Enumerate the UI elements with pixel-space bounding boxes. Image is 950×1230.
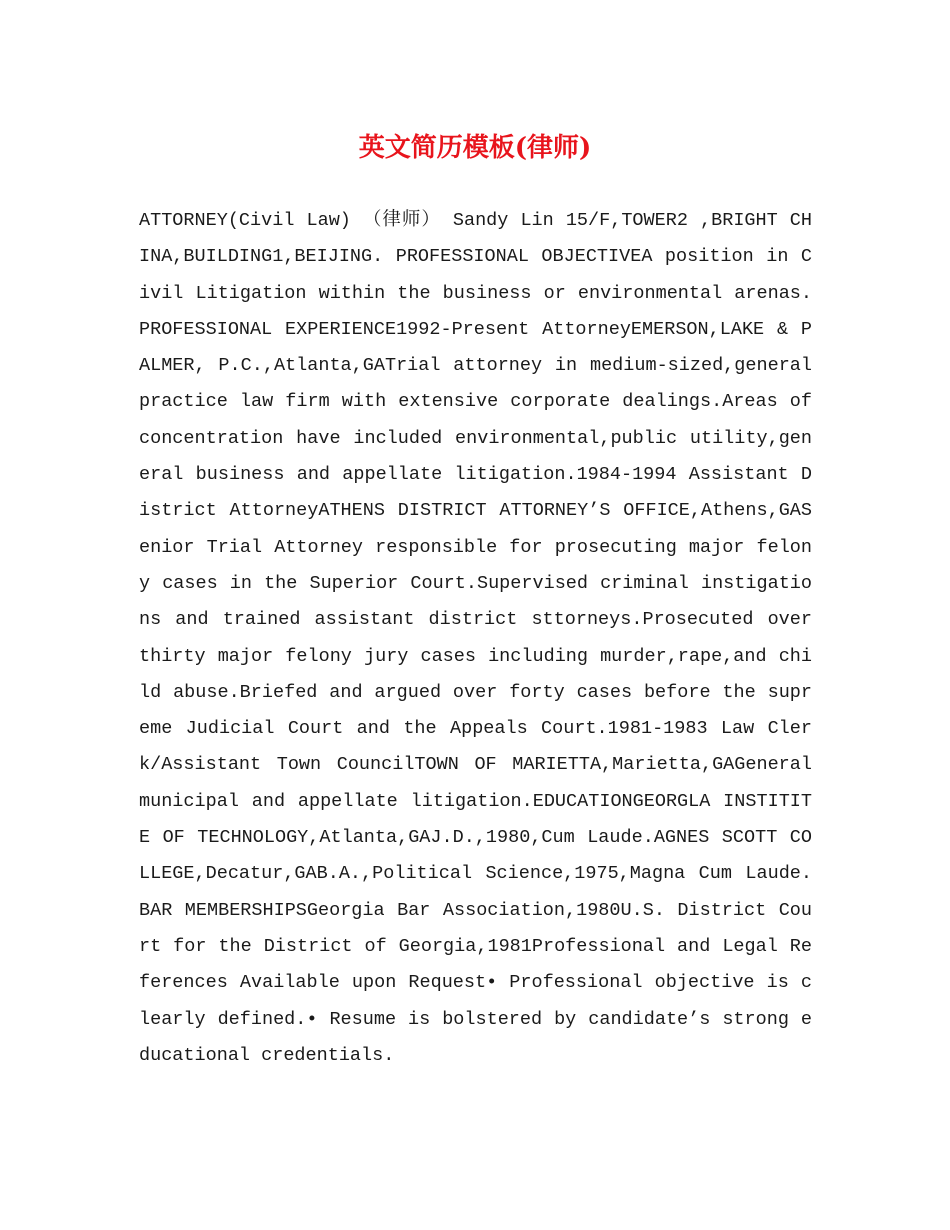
document-title: 英文简历模板(律师) <box>358 133 592 163</box>
resume-body-text: ATTORNEY(Civil Law) （律师） Sandy Lin 15/F,TOWER2 ,BRIGHT CHINA,BUILDING1,BEIJING. PROFESSIONAL OBJECTIVEA position in Civil Litigation within the business or environmental arenas.PROFESSIONAL EXPERIENCE1992-Present AttorneyEMERSON,LAKE & PALMER, P.C.,Atlanta,GATrial attorney in medium-sized,general practice law firm with extensive corporate dealings.Areas of concentration have included environmental,public utility,general business and appellate litigation.1984-1994 Assistant District AttorneyATHENS DISTRICT ATTORNEY’S OFFICE,Athens,GASenior Trial Attorney responsible for prosecuting major felony cases in the Superior Court.Supervised criminal instigations and trained assistant district sttorneys.Prosecuted over thirty major felony jury cases including murder,rape,and child abuse.Briefed and argued over forty cases before the supreme Judicial Court and the Appeals Court.1981-1983 Law Clerk/Assistant Town CouncilTOWN OF MARIETTA,Marietta,GAGeneral municipal and appellate litigation.EDUCATIONGEORGLA INSTITITE OF TECHNOLOGY,Atlanta,GAJ.D.,1980,Cum Laude.AGNES SCOTT COLLEGE,Decatur,GAB.A.,Political Science,1975,Magna Cum Laude.BAR MEMBERSHIPSGeorgia Bar Association,1980U.S. District Court for the District of Georgia,1981Professional and Legal References Available upon Request• Professional objective is clearly defined.• Resume is bolstered by candidate’s strong educational credentials. <box>139 210 812 1066</box>
